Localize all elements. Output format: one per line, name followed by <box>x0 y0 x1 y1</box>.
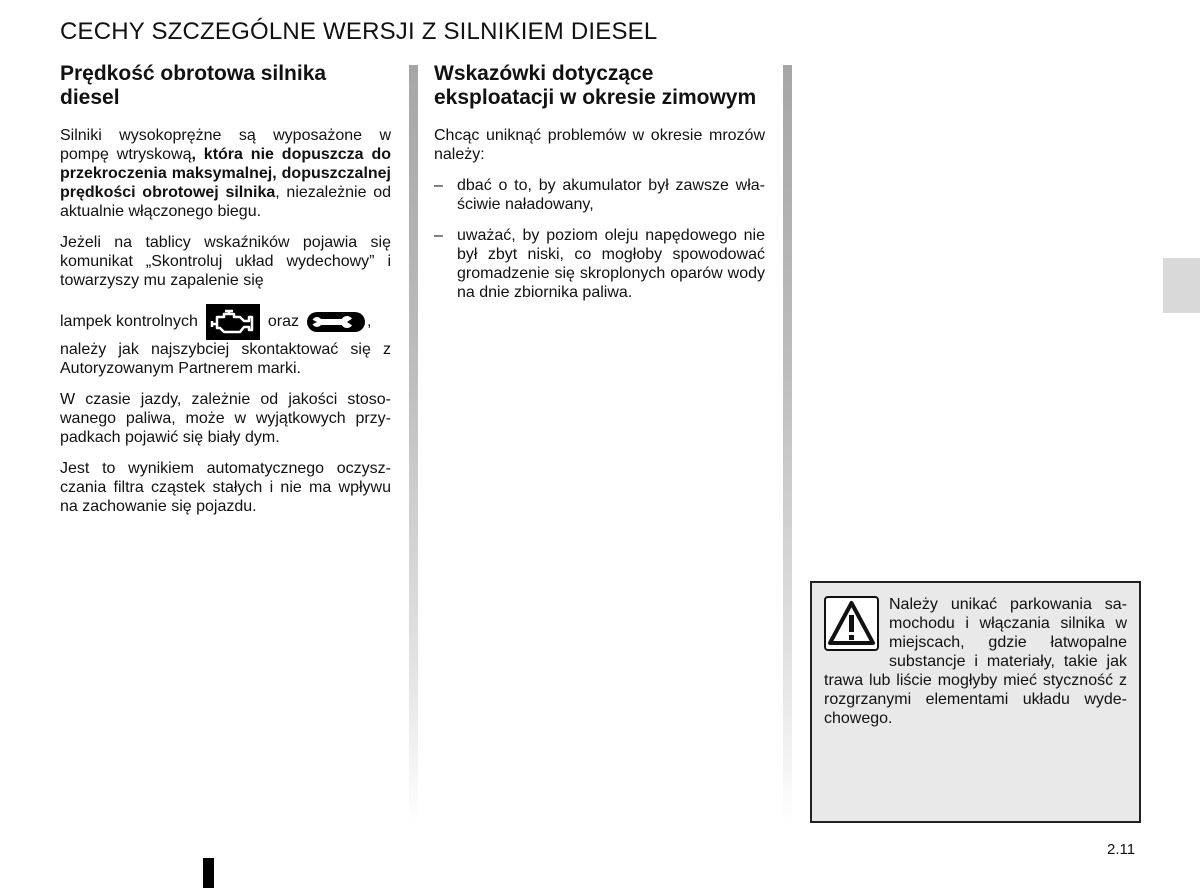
column-separator <box>783 65 792 825</box>
column-separator <box>409 65 418 825</box>
paragraph-text: należy jak najszybciej skontaktować się z Autoryzowanym Partnerem marki. <box>60 341 391 377</box>
dash-marker: – <box>434 177 443 194</box>
section-winter-tips <box>434 62 765 314</box>
section-heading-winter-tips: Wskazówki dotyczące eksploatacji w okresie zimowym <box>434 62 757 109</box>
paragraph-exhaust-message <box>60 233 391 290</box>
paragraph-text: Silniki wysokoprężne są wyposażone w pompę wtryskową <box>60 127 391 163</box>
lamp-conjunction: oraz <box>267 313 299 330</box>
section-heading-engine-speed: Prędkość obrotowa silnika diesel <box>60 62 327 109</box>
winter-tips-list <box>434 176 765 302</box>
list-item-text: uważać, by poziom oleju napędowego nie był zbyt niski, co mogłoby spowodować gromadzenie się skroplonych oparów wody na dnie zbiornika paliwa. <box>457 227 765 301</box>
warning-triangle-icon <box>824 596 879 651</box>
paragraph-white-smoke: W czasie jazdy, zależnie od jakości stosowanego paliwa, może w wyjątkowych przypadkach pojawić się biały dym. <box>60 391 391 446</box>
page-edge-mark <box>203 858 214 888</box>
paragraph-text: , niezależnie od aktualnie włączonego biegu. <box>60 184 391 220</box>
list-item <box>434 226 765 302</box>
paragraph-winter-intro: Chcąc uniknąć problemów w okresie mrozów należy: <box>434 127 765 163</box>
warning-lamps-line <box>60 304 391 340</box>
list-item-text: dbać o to, by akumulator był zawsze właściwie naładowany, <box>457 177 765 213</box>
lamp-comma: , <box>366 313 372 330</box>
warning-box <box>810 581 1141 823</box>
dash-marker: – <box>434 227 443 244</box>
paragraph-injection-pump <box>60 126 391 221</box>
paragraph-contact-partner <box>60 340 391 378</box>
warning-text: Należy unikać parkowania samochodu i włączania silnika w miejscach, gdzie łatwopalne substancje i materiały, takie jak trawa lub liście mogłyby mieć styczność z rozgrzanymi elementami układu wydechowego. <box>824 596 1127 727</box>
lamp-label: lampek kontrolnych <box>60 313 198 330</box>
page-number: 2.11 <box>1107 841 1136 858</box>
engine-warning-icon <box>206 304 260 340</box>
wrench-service-icon <box>307 312 365 332</box>
chapter-tab <box>1163 258 1200 313</box>
paragraph-text: Jeżeli na tablicy wskaźników pojawia się komunikat „Skontroluj układ wydechowy” i towarzyszy mu zapalenie się <box>60 234 391 289</box>
paragraph-bold-text: , która nie dopuszcza do przekroczenia maksymalnej, dopuszczalnej prędkości obrotowej silnika <box>60 146 392 201</box>
page-title: CECHY SZCZEGÓLNE WERSJI Z SILNIKIEM DIESEL <box>60 18 658 45</box>
list-item <box>434 176 765 214</box>
section-diesel-engine-speed <box>60 62 391 528</box>
paragraph-filter-cleaning: Jest to wynikiem automatycznego oczyszczania filtra cząstek stałych i nie ma wpływu na zachowanie się pojazdu. <box>60 460 391 515</box>
warning-content <box>824 595 1127 728</box>
